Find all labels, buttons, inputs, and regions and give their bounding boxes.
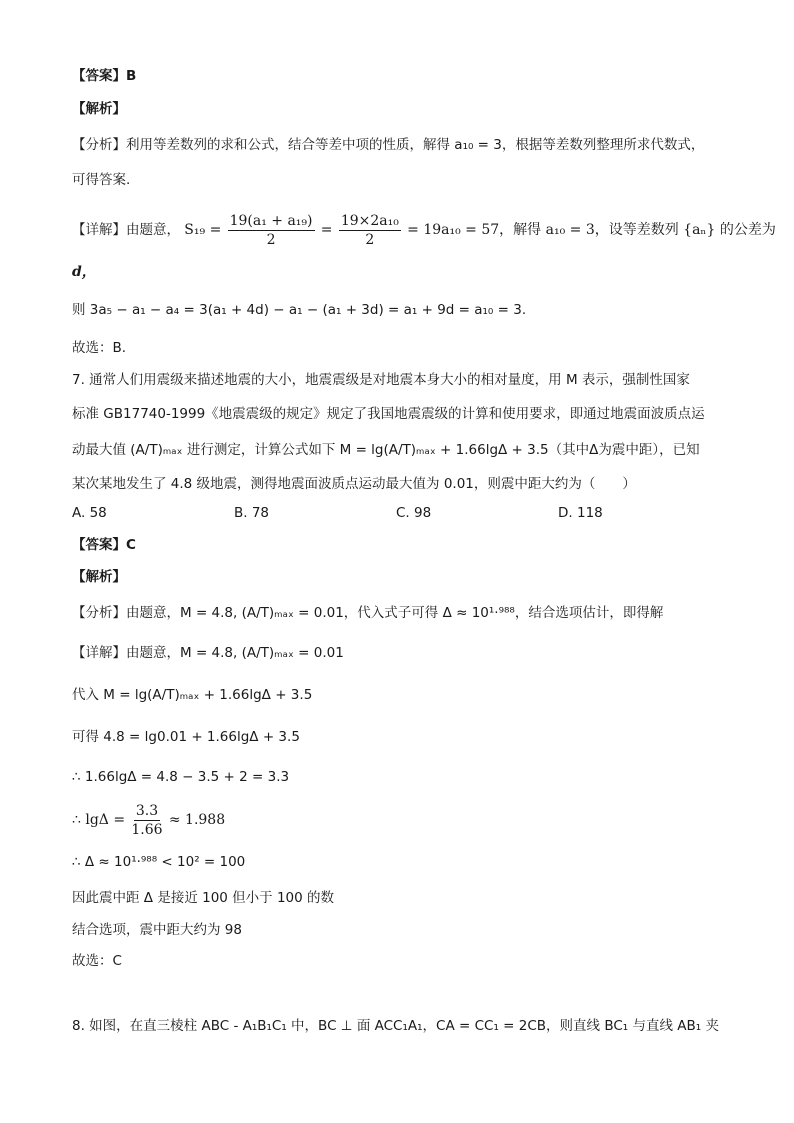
q6-choice: 故选：B.: [72, 340, 127, 356]
q7-option-b: B. 78: [234, 505, 270, 521]
q6-analysis-line-2: 可得答案.: [72, 172, 131, 188]
q6-fraction-2-denominator: 2: [365, 231, 375, 248]
q7-answer: 【答案】C: [72, 537, 136, 553]
q6-detail-prefix: 【详解】由题意，: [72, 222, 180, 238]
q7-stem-line-2: 标准 GB17740-1999《地震震级的规定》规定了我国地震震级的计算和使用要求，即通过地震面波质点运: [72, 406, 705, 422]
q6-fraction-1: [228, 212, 315, 249]
q7-step-1: 代入 M = lg(A/T)ₘₐₓ + 1.66lgΔ + 3.5: [72, 687, 313, 703]
q6-analysis-line-1: 【分析】利用等差数列的求和公式，结合等差中项的性质，解得 a₁₀ = 3，根据等差数列整理所求代数式，: [72, 137, 705, 153]
q6-detail-d: d，: [72, 264, 96, 280]
q7-stem-line-3: 动最大值 (A/T)ₘₐₓ 进行测定，计算公式如下 M = lg(A/T)ₘₐₓ + 1.66lgΔ + 3.5（其中Δ为震中距），已知: [72, 442, 700, 458]
q7-stem-line-4: 某次某地发生了 4.8 级地震，测得地震面波质点运动最大值为 0.01，则震中距大约为（ ）: [72, 476, 636, 492]
q6-fraction-1-numerator: 19(a₁ + a₁₉): [229, 212, 313, 229]
q7-option-d: D. 118: [558, 505, 603, 521]
q6-answer: 【答案】B: [72, 68, 137, 84]
q7-step-2: 可得 4.8 = lg0.01 + 1.66lgΔ + 3.5: [72, 729, 300, 745]
q6-fraction-2: [339, 212, 401, 249]
q7-step-4: [72, 800, 724, 840]
q7-conclusion-1: 因此震中距 Δ 是接近 100 但小于 100 的数: [72, 890, 335, 906]
q7-step-5: ∴ Δ ≈ 10¹·⁹⁸⁸ < 10² = 100: [72, 854, 246, 870]
q7-step-4-tail: ≈ 1.988: [168, 812, 226, 828]
q6-detail-tail: = 19a₁₀ = 57，解得 a₁₀ = 3，设等差数列 {aₙ} 的公差为: [407, 222, 776, 238]
q7-step-4-fraction: [131, 802, 162, 839]
q7-step-3: ∴ 1.66lgΔ = 4.8 − 3.5 + 2 = 3.3: [72, 769, 290, 785]
q8-stem: 8. 如图，在直三棱柱 ABC - A₁B₁C₁ 中，BC ⊥ 面 ACC₁A₁，CA = CC₁ = 2CB，则直线 BC₁ 与直线 AB₁ 夹: [72, 1018, 719, 1034]
q7-option-a: A. 58: [72, 505, 107, 521]
q7-option-c: C. 98: [396, 505, 432, 521]
q6-detail-equals: =: [320, 222, 333, 238]
q7-step-4-prefix: ∴ lgΔ =: [72, 812, 126, 828]
q7-conclusion-2: 结合选项，震中距大约为 98: [72, 922, 242, 938]
q7-stem-line-1: 7. 通常人们用震级来描述地震的大小，地震震级是对地震本身大小的相对量度，用 M 表示，强制性国家: [72, 372, 690, 388]
q7-detail: 【详解】由题意，M = 4.8, (A/T)ₘₐₓ = 0.01: [72, 645, 344, 661]
q6-fraction-1-denominator: 2: [266, 231, 276, 248]
q6-fraction-2-numerator: 19×2a₁₀: [340, 212, 399, 229]
q6-step: 则 3a₅ − a₁ − a₄ = 3(a₁ + 4d) − a₁ − (a₁ + 3d) = a₁ + 9d = a₁₀ = 3.: [72, 302, 527, 318]
q7-choice: 故选：C: [72, 953, 122, 969]
q6-analysis-tag: 【解析】: [72, 101, 126, 117]
q7-step-4-denominator: 1.66: [131, 821, 163, 838]
q7-analysis: 【分析】由题意，M = 4.8, (A/T)ₘₐₓ = 0.01，代入式子可得 Δ ≈ 10¹·⁹⁸⁸，结合选项估计，即得解: [72, 605, 664, 621]
q7-analysis-tag: 【解析】: [72, 569, 126, 585]
q7-step-4-numerator: 3.3: [135, 802, 159, 819]
q6-detail-s19: S₁₉ =: [184, 222, 222, 238]
q6-detail: [72, 210, 776, 250]
